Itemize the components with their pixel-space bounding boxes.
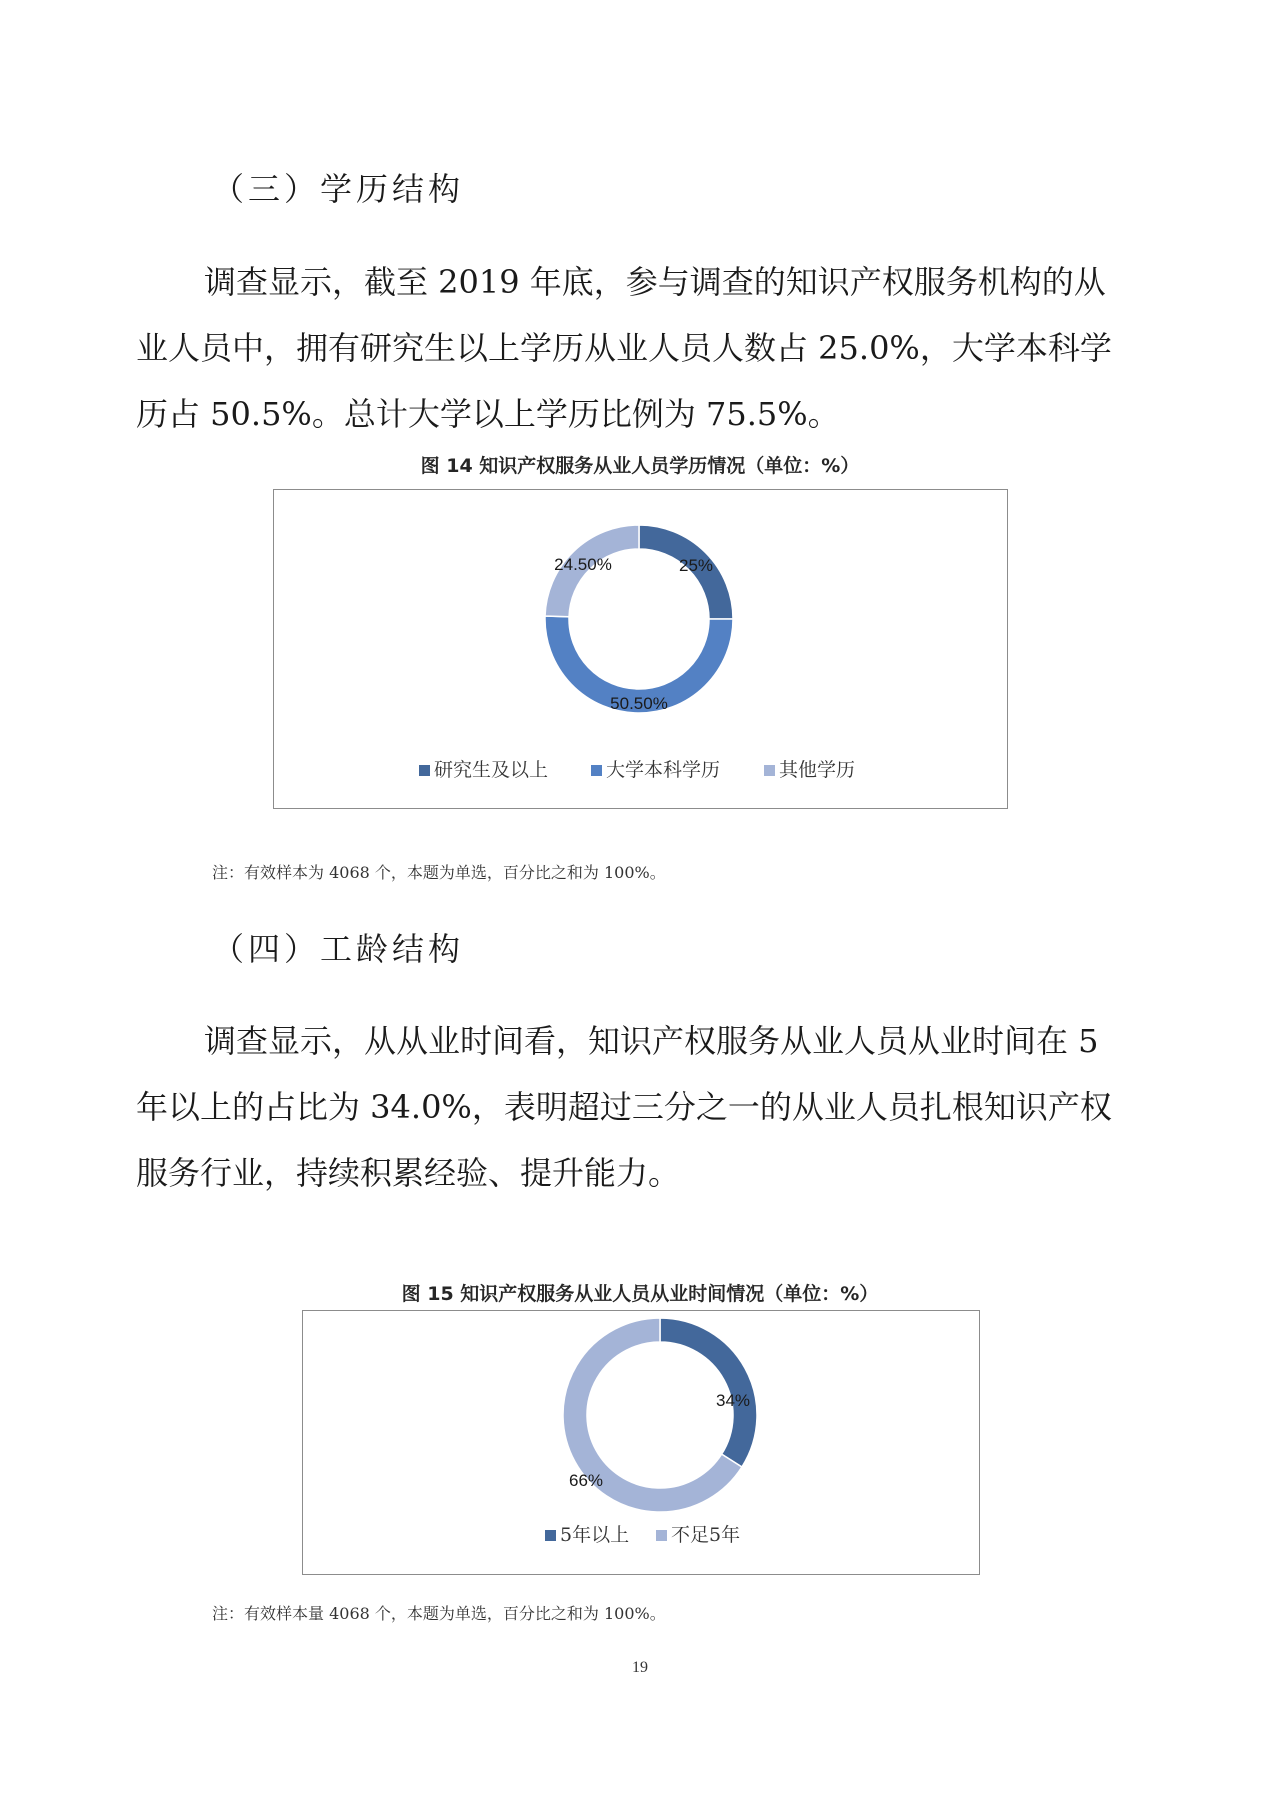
figure-14-note: 注：有效样本为 4068 个，本题为单选，百分比之和为 100%。 [212, 863, 666, 882]
chart15-legend-label-0: 5年以上 [560, 1524, 630, 1546]
paragraph-line: 服务行业，持续积累经验、提升能力。 [136, 1154, 681, 1192]
chart15-legend-label-1: 不足5年 [671, 1524, 741, 1546]
chart14-legend-swatch-2 [764, 765, 775, 776]
figure-15-chart [302, 1310, 980, 1575]
figure-14-svg [274, 490, 1009, 810]
chart14-legend-label-1: 大学本科学历 [606, 759, 721, 781]
figure-14-chart [273, 489, 1008, 809]
figure-14-caption: 图 14 知识产权服务从业人员学历情况（单位：%） [420, 455, 860, 477]
paragraph-line: 历占 50.5%。总计大学以上学历比例为 75.5%。 [136, 395, 840, 433]
page-number: 19 [632, 1659, 648, 1676]
paragraph-line: 年以上的占比为 34.0%，表明超过三分之一的从业人员扎根知识产权 [136, 1088, 1112, 1126]
chart15-legend-swatch-1 [656, 1530, 667, 1541]
chart14-legend-swatch-1 [591, 765, 602, 776]
figure-15-caption: 图 15 知识产权服务从业人员从业时间情况（单位：%） [401, 1283, 879, 1305]
chart14-legend-swatch-0 [419, 765, 430, 776]
chart14-data-label-1: 50.50% [610, 694, 668, 713]
chart15-legend-swatch-0 [545, 1530, 556, 1541]
chart14-data-label-0: 25% [678, 556, 714, 575]
figure-15-note: 注：有效样本量 4068 个，本题为单选，百分比之和为 100%。 [212, 1604, 666, 1623]
chart14-legend-label-2: 其他学历 [779, 759, 856, 781]
chart14-legend-label-0: 研究生及以上 [434, 759, 549, 781]
paragraph-line: 业人员中，拥有研究生以上学历从业人员人数占 25.0%，大学本科学 [136, 329, 1112, 367]
chart15-data-label-1: 66% [568, 1471, 604, 1490]
section-heading-education: （三）学历结构 [212, 170, 465, 208]
paragraph-line: 调查显示，截至 2019 年底，参与调查的知识产权服务机构的从 [204, 263, 1106, 301]
chart15-data-label-0: 34% [715, 1391, 751, 1410]
chart14-data-label-2: 24.50% [554, 555, 612, 574]
section-heading-tenure: （四）工龄结构 [212, 930, 465, 968]
figure-15-svg [303, 1311, 981, 1576]
paragraph-line: 调查显示，从从业时间看，知识产权服务从业人员从业时间在 5 [204, 1022, 1099, 1060]
